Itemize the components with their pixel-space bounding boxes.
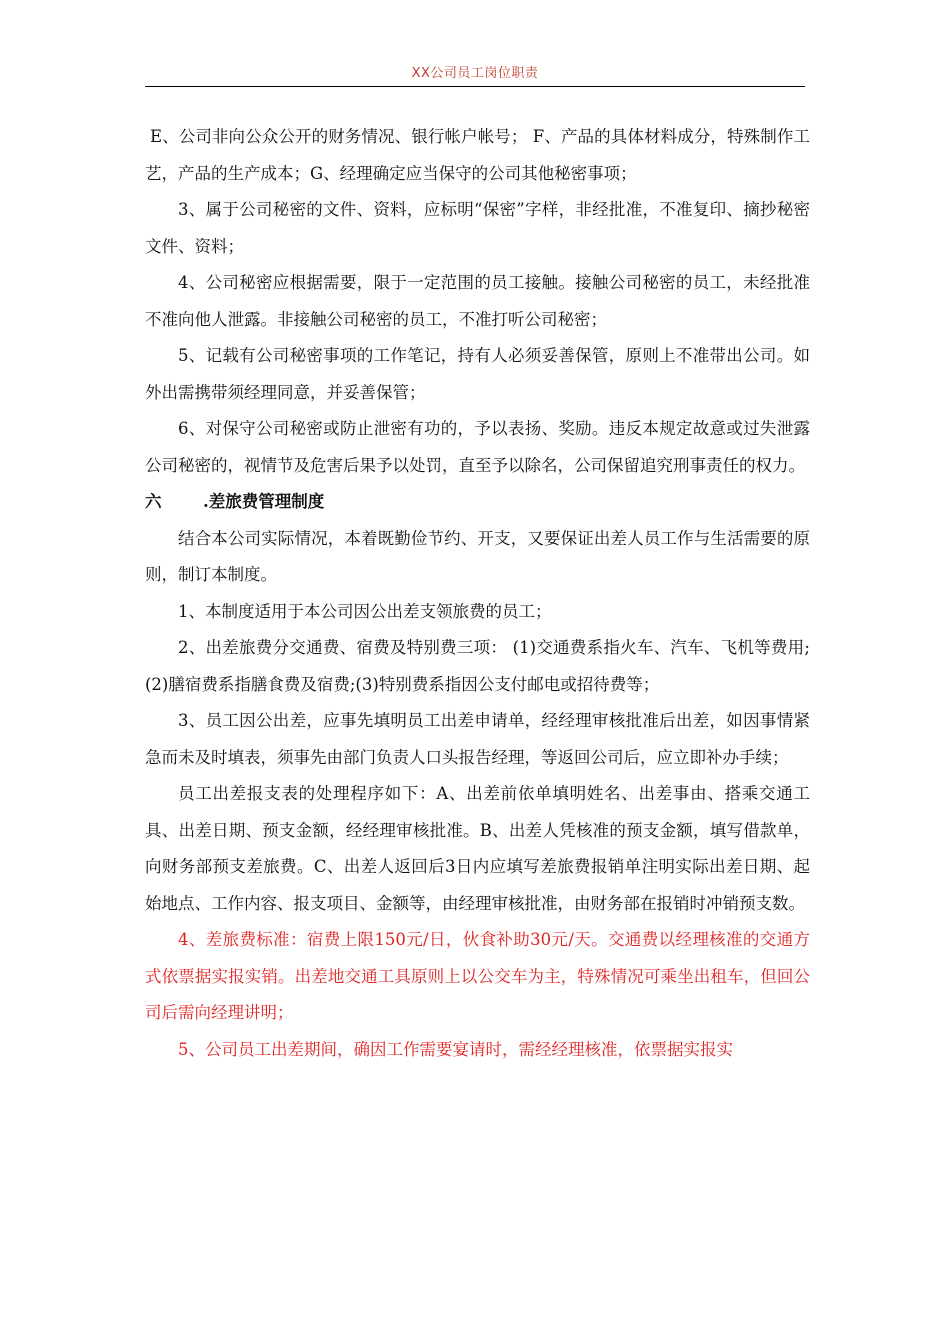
section-heading xyxy=(145,484,810,521)
paragraph-rule-3: 3、属于公司秘密的文件、资料，应标明“保密”字样，非经批准，不准复印、摘抄秘密文件、资料； xyxy=(145,200,810,256)
paragraph-travel-4-highlight: 4、差旅费标准：宿费上限150元/日，伙食补助30元/天。交通费以经理核准的交通方式依票据实报实销。出差地交通工具原则上以公交车为主，特殊情况可乘坐出租车，但回公司后需向经理讲明； xyxy=(145,930,810,1022)
paragraph-rule-6: 6、对保守公司秘密或防止泄密有功的，予以表扬、奖励。违反本规定故意或过失泄露公司秘密的，视情节及危害后果予以处罚，直至予以除名，公司保留追究刑事责任的权力。 xyxy=(145,419,810,475)
paragraph-secrets-list: E、公司非向公众公开的财务情况、银行帐户帐号； F、产品的具体材料成分，特殊制作工艺，产品的生产成本；G、经理确定应当保守的公司其他秘密事项； xyxy=(145,127,810,183)
header-divider xyxy=(145,86,805,87)
document-body xyxy=(145,119,810,1068)
paragraph-rule-5: 5、记载有公司秘密事项的工作笔记，持有人必须妥善保管，原则上不准带出公司。如外出需携带须经理同意，并妥善保管； xyxy=(145,346,810,402)
page-header-title: XX公司员工岗位职责 xyxy=(411,66,539,81)
paragraph-travel-2: 2、出差旅费分交通费、宿费及特别费三项： (1)交通费系指火车、汽车、飞机等费用;(2)膳宿费系指膳食费及宿费;(3)特别费系指因公支付邮电或招待费等； xyxy=(145,638,810,694)
paragraph-procedure: 员工出差报支表的处理程序如下：A、出差前依单填明姓名、出差事由、搭乘交通工具、出差日期、预支金额，经经理审核批准。B、出差人凭核准的预支金额，填写借款单，向财务部预支差旅费。C、出差人返回后3日内应填写差旅费报销单注明实际出差日期、起始地点、工作内容、报支项目、金额等，由经理审核批准，由财务部在报销时冲销预支数。 xyxy=(145,784,810,913)
section-title: .差旅费管理制度 xyxy=(203,492,325,511)
paragraph-intro: 结合本公司实际情况，本着既勤俭节约、开支，又要保证出差人员工作与生活需要的原则，制订本制度。 xyxy=(145,528,810,584)
paragraph-travel-1: 1、本制度适用于本公司因公出差支领旅费的员工； xyxy=(178,601,552,621)
paragraph-travel-3: 3、员工因公出差，应事先填明员工出差申请单，经经理审核批准后出差，如因事情紧急而未及时填表，须事先由部门负责人口头报告经理，等返回公司后，应立即补办手续； xyxy=(145,711,810,767)
section-number: 六 xyxy=(145,492,162,511)
paragraph-rule-4: 4、公司秘密应根据需要，限于一定范围的员工接触。接触公司秘密的员工，未经批准不准向他人泄露。非接触公司秘密的员工，不准打听公司秘密； xyxy=(145,273,810,329)
paragraph-travel-5-highlight: 5、公司员工出差期间，确因工作需要宴请时，需经经理核准，依票据实报实 xyxy=(178,1039,733,1059)
